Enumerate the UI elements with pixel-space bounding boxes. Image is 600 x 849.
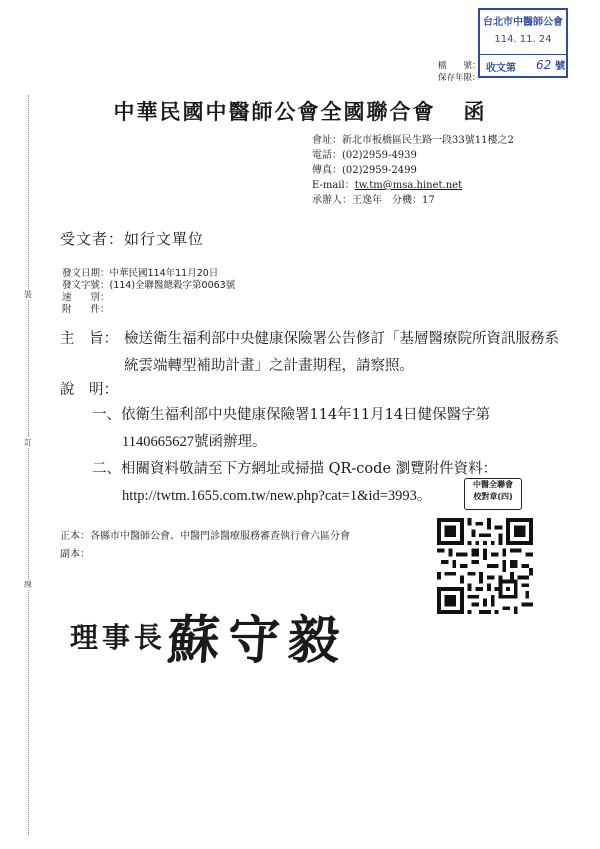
meta-date: 發文日期：中華民國114年11月20日 xyxy=(62,268,219,279)
notes-label: 說 明： xyxy=(60,382,118,398)
distribution xyxy=(60,528,350,564)
page-title xyxy=(0,96,600,126)
recipient: 受文者：如行文單位 xyxy=(60,230,205,248)
proofread-seal: 中醫全聯會 校對章(四) xyxy=(464,478,522,510)
org-name: 中華民國中醫師公會全國聯合會 xyxy=(113,99,436,124)
contact-address: 會址：新北市板橋區民生路一段33號11樓之2 xyxy=(312,135,514,146)
doc-meta xyxy=(62,268,235,316)
qr-code[interactable] xyxy=(437,518,533,614)
contact-handler: 承辦人：王逸年 分機：17 xyxy=(312,195,435,206)
contact-email-link[interactable]: tw.tm@msa.hinet.net xyxy=(354,180,463,191)
binding-mark-2: 訂 xyxy=(24,438,32,447)
stamp-recv-number: 62 號 xyxy=(536,58,566,72)
copies-main: 正本：各縣市中醫師公會、中醫門診醫療服務審查執行會六區分會 xyxy=(60,531,350,542)
retention-label: 保存年限： xyxy=(438,73,481,83)
subject-text: 檢送衛生福利部中央健康保險署公告修訂「基層醫療院所資訊服務系統雲端轉型補助計畫」之計畫期程，請察照。 xyxy=(124,331,559,374)
contact-block xyxy=(312,133,514,208)
received-stamp xyxy=(478,8,568,78)
meta-speed: 速 別： xyxy=(62,292,110,303)
note-item-2-url[interactable]: http://twtm.1655.com.tw/new.php?cat=1&id=3993。 xyxy=(122,488,432,504)
stamp-recv-label: 收文第 xyxy=(486,63,516,74)
binding-line xyxy=(28,95,29,835)
note-item-1-line2: 1140665627號函辦理。 xyxy=(122,434,267,450)
meta-ref: 發文字號：(114)全聯醫總穀字第0063號 xyxy=(62,280,236,291)
file-number-label: 檔 號： xyxy=(438,61,481,71)
subject-label: 主 旨： xyxy=(60,331,118,347)
doc-type: 函 xyxy=(463,99,487,124)
note-item-1 xyxy=(92,402,562,456)
stamp-date: 114. 11. 24 xyxy=(494,34,552,45)
copies-cc: 副本： xyxy=(60,549,90,560)
signatory-role: 理事長 xyxy=(70,621,167,654)
filing-info xyxy=(438,60,481,84)
contact-email-row: E-mail：tw.tm@msa.hinet.net xyxy=(312,180,463,191)
stamp-divider xyxy=(480,54,566,55)
binding-mark-3: 線 xyxy=(24,580,32,589)
stamp-org: 台北市中醫師公會 xyxy=(483,17,563,28)
contact-fax: 傳真：(02)2959-2499 xyxy=(312,165,417,176)
contact-phone: 電話：(02)2959-4939 xyxy=(312,150,417,161)
note-item-2-line1: 二、相關資料敬請至下方網址或掃描 QR-code 瀏覽附件資料： xyxy=(92,461,498,477)
binding-mark-1: 裝 xyxy=(24,290,32,299)
meta-attach: 附 件： xyxy=(62,304,110,315)
note-item-1-line1: 一、依衛生福利部中央健康保險署114年11月14日健保醫字第 xyxy=(92,407,491,423)
signatory-name: 蘇守毅 xyxy=(165,610,350,671)
